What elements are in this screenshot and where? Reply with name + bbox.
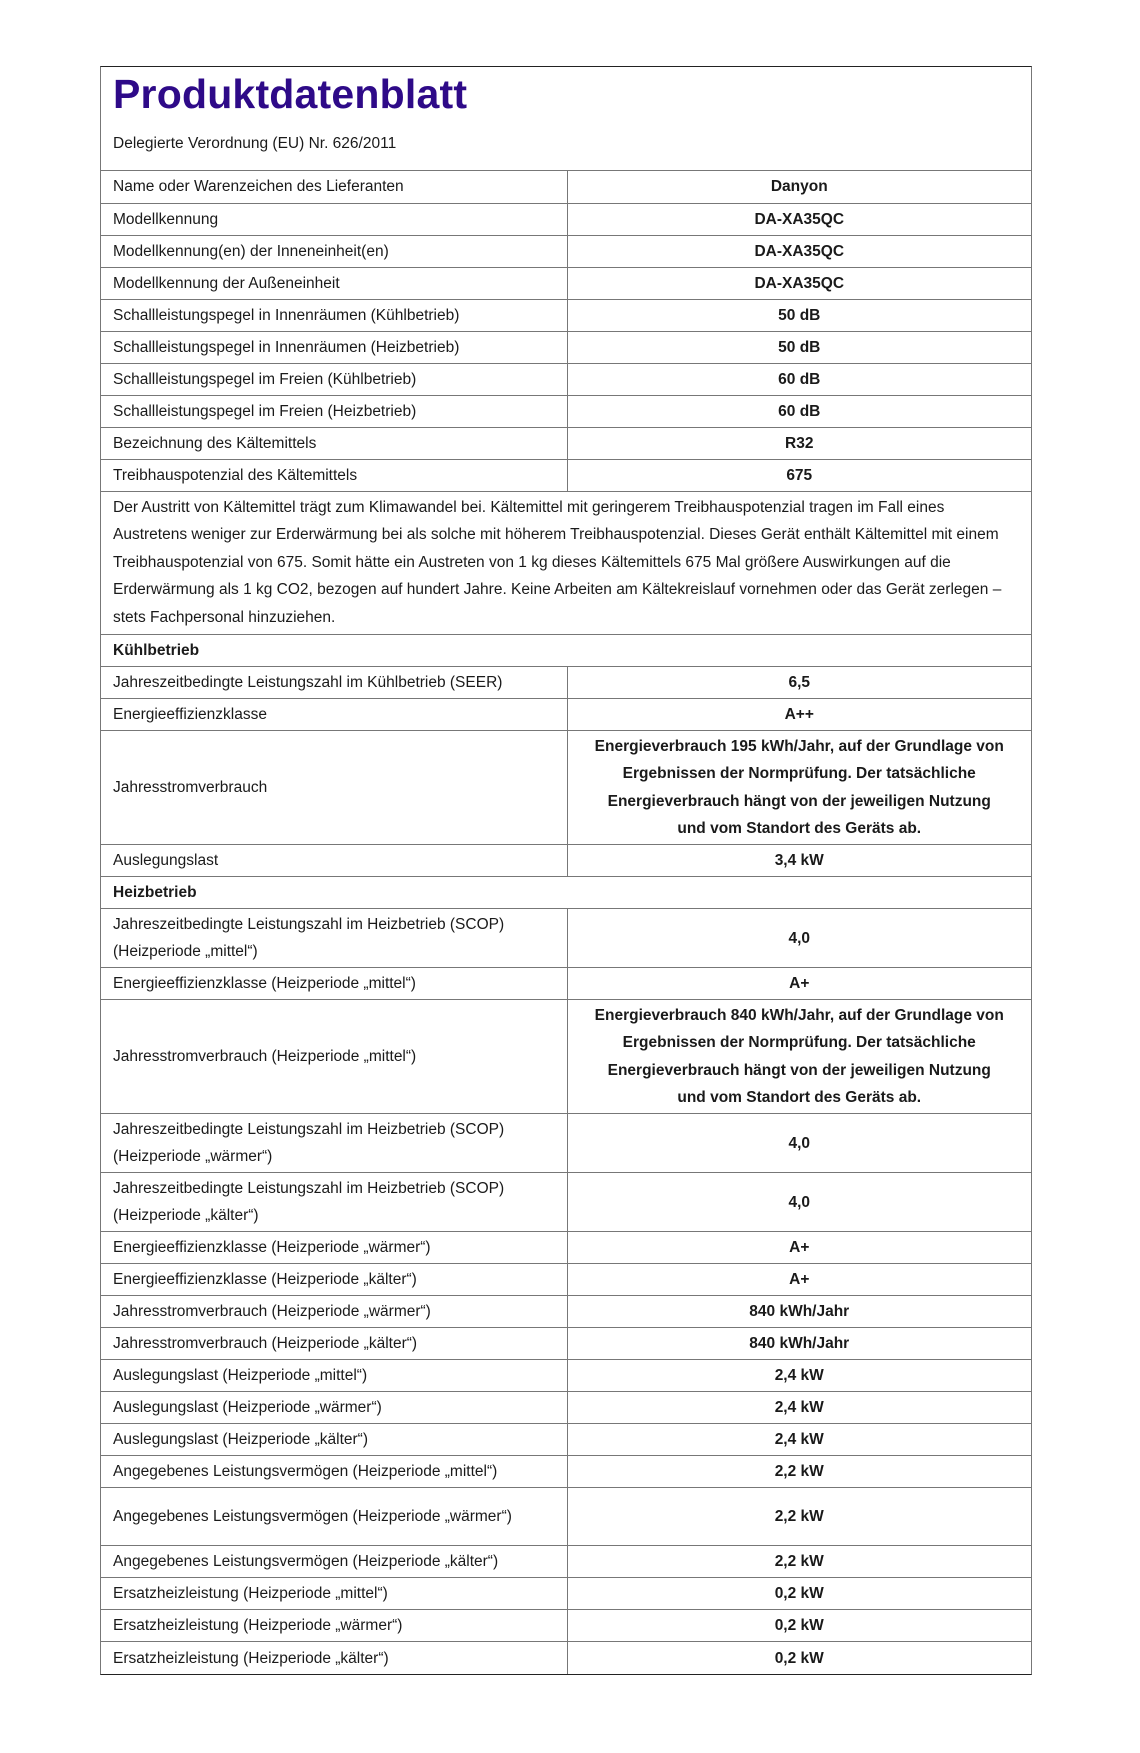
row-value: 2,4 kW bbox=[567, 1360, 1031, 1392]
row-value: DA-XA35QC bbox=[567, 267, 1031, 299]
row-value: 0,2 kW bbox=[567, 1578, 1031, 1610]
table-row bbox=[101, 1578, 1031, 1610]
row-value: DA-XA35QC bbox=[567, 235, 1031, 267]
table-row bbox=[101, 1173, 1031, 1232]
row-label: Jahreszeitbedingte Leistungszahl im Heizbetrieb (SCOP) (Heizperiode „kälter“) bbox=[101, 1173, 567, 1232]
row-value: 2,2 kW bbox=[567, 1456, 1031, 1488]
regulation-reference: Delegierte Verordnung (EU) Nr. 626/2011 bbox=[113, 135, 397, 152]
row-label: Modellkennung der Außeneinheit bbox=[101, 267, 567, 299]
row-label: Ersatzheizleistung (Heizperiode „kälter“) bbox=[101, 1642, 567, 1674]
table-row bbox=[101, 1424, 1031, 1456]
row-label: Jahresstromverbrauch (Heizperiode „mittel“) bbox=[101, 1000, 567, 1114]
table-row bbox=[101, 459, 1031, 491]
row-label: Angegebenes Leistungsvermögen (Heizperiode „kälter“) bbox=[101, 1546, 567, 1578]
row-value: A++ bbox=[567, 699, 1031, 731]
table-row bbox=[101, 1000, 1031, 1114]
table-row bbox=[101, 1360, 1031, 1392]
row-value: R32 bbox=[567, 427, 1031, 459]
table-row bbox=[101, 909, 1031, 968]
product-data-sheet bbox=[100, 66, 1032, 1675]
table-row bbox=[101, 1392, 1031, 1424]
table-row bbox=[101, 667, 1031, 699]
row-label: Schallleistungspegel im Freien (Kühlbetrieb) bbox=[101, 363, 567, 395]
table-row bbox=[101, 1456, 1031, 1488]
row-value: 50 dB bbox=[567, 331, 1031, 363]
row-label: Schallleistungspegel in Innenräumen (Heizbetrieb) bbox=[101, 331, 567, 363]
row-label: Energieeffizienzklasse (Heizperiode „wärmer“) bbox=[101, 1232, 567, 1264]
row-label: Ersatzheizleistung (Heizperiode „mittel“) bbox=[101, 1578, 567, 1610]
row-value: Energieverbrauch 840 kWh/Jahr, auf der Grundlage von Ergebnissen der Normprüfung. Der tatsächliche Energieverbrauch hängt von der jeweiligen Nutzung und vom Standort des Geräts ab. bbox=[567, 1000, 1031, 1114]
row-value: 2,4 kW bbox=[567, 1424, 1031, 1456]
row-value: 50 dB bbox=[567, 299, 1031, 331]
row-label: Energieeffizienzklasse (Heizperiode „mittel“) bbox=[101, 968, 567, 1000]
row-label: Name oder Warenzeichen des Lieferanten bbox=[101, 171, 567, 203]
row-value: 4,0 bbox=[567, 1173, 1031, 1232]
row-value: 0,2 kW bbox=[567, 1642, 1031, 1674]
row-label: Jahreszeitbedingte Leistungszahl im Kühlbetrieb (SEER) bbox=[101, 667, 567, 699]
row-value: 675 bbox=[567, 459, 1031, 491]
table-row bbox=[101, 968, 1031, 1000]
row-label: Jahresstromverbrauch (Heizperiode „kälter“) bbox=[101, 1328, 567, 1360]
sheet-header bbox=[101, 67, 1031, 171]
table-row bbox=[101, 1642, 1031, 1674]
table-row bbox=[101, 235, 1031, 267]
row-label: Schallleistungspegel in Innenräumen (Kühlbetrieb) bbox=[101, 299, 567, 331]
row-value: 0,2 kW bbox=[567, 1610, 1031, 1642]
page-title: Produktdatenblatt bbox=[113, 71, 468, 117]
table-row bbox=[101, 1296, 1031, 1328]
table-row bbox=[101, 1328, 1031, 1360]
row-value: 840 kWh/Jahr bbox=[567, 1328, 1031, 1360]
row-value: Danyon bbox=[770, 178, 828, 196]
row-value: 2,2 kW bbox=[567, 1546, 1031, 1578]
row-value: 3,4 kW bbox=[567, 845, 1031, 877]
row-label: Angegebenes Leistungsvermögen (Heizperiode „mittel“) bbox=[101, 1456, 567, 1488]
row-label: Jahreszeitbedingte Leistungszahl im Heizbetrieb (SCOP) (Heizperiode „mittel“) bbox=[101, 909, 567, 968]
row-label: Auslegungslast bbox=[101, 845, 567, 877]
table-row bbox=[101, 845, 1031, 877]
spec-table bbox=[101, 171, 1031, 1674]
row-label: Auslegungslast (Heizperiode „mittel“) bbox=[101, 1360, 567, 1392]
row-label: Treibhauspotenzial des Kältemittels bbox=[101, 459, 567, 491]
refrigerant-note: Der Austritt von Kältemittel trägt zum Klimawandel bei. Kältemittel mit geringerem Treibhauspotenzial tragen im Fall eines Austretens weniger zur Erderwärmung bei als solche mit höherem Treibhauspotenzial. Dieses Gerät enthält Kältemittel mit einem Treibhauspotenzial von 675. Somit hätte ein Austreten von 1 kg dieses Kältemittels 675 Mal größere Auswirkungen auf die Erderwärmung als 1 kg CO2, bezogen auf hundert Jahre. Keine Arbeiten am Kältekreislauf vornehmen oder das Gerät zerlegen – stets Fachpersonal hinzuziehen. bbox=[101, 491, 1031, 635]
table-row bbox=[101, 731, 1031, 845]
row-label: Ersatzheizleistung (Heizperiode „wärmer“) bbox=[101, 1610, 567, 1642]
row-label: Jahreszeitbedingte Leistungszahl im Heizbetrieb (SCOP) (Heizperiode „wärmer“) bbox=[101, 1114, 567, 1173]
row-value: 60 dB bbox=[567, 363, 1031, 395]
row-label: Energieeffizienzklasse bbox=[101, 699, 567, 731]
table-row bbox=[101, 363, 1031, 395]
table-row bbox=[101, 395, 1031, 427]
section-heading-heating: Heizbetrieb bbox=[101, 877, 1031, 909]
table-row bbox=[101, 1232, 1031, 1264]
row-value: Energieverbrauch 195 kWh/Jahr, auf der Grundlage von Ergebnissen der Normprüfung. Der tatsächliche Energieverbrauch hängt von der jeweiligen Nutzung und vom Standort des Geräts ab. bbox=[567, 731, 1031, 845]
row-label: Schallleistungspegel im Freien (Heizbetrieb) bbox=[101, 395, 567, 427]
table-row bbox=[101, 1488, 1031, 1546]
section-heading-row bbox=[101, 877, 1031, 909]
section-heading-cooling: Kühlbetrieb bbox=[101, 635, 1031, 667]
row-value: A+ bbox=[567, 968, 1031, 1000]
table-row bbox=[101, 427, 1031, 459]
table-row bbox=[101, 331, 1031, 363]
row-value: 60 dB bbox=[567, 395, 1031, 427]
row-value: 2,4 kW bbox=[567, 1392, 1031, 1424]
row-value: 6,5 bbox=[567, 667, 1031, 699]
table-row bbox=[101, 1264, 1031, 1296]
table-row bbox=[101, 299, 1031, 331]
row-value: A+ bbox=[567, 1264, 1031, 1296]
row-value: 2,2 kW bbox=[567, 1488, 1031, 1546]
row-label: Modellkennung(en) der Inneneinheit(en) bbox=[101, 235, 567, 267]
row-label: Angegebenes Leistungsvermögen (Heizperiode „wärmer“) bbox=[101, 1488, 567, 1546]
row-label: Jahresstromverbrauch (Heizperiode „wärmer“) bbox=[101, 1296, 567, 1328]
table-row bbox=[101, 699, 1031, 731]
row-label: Auslegungslast (Heizperiode „wärmer“) bbox=[101, 1392, 567, 1424]
table-row bbox=[101, 1114, 1031, 1173]
row-value: 4,0 bbox=[567, 909, 1031, 968]
table-row bbox=[101, 171, 1031, 203]
table-row bbox=[101, 1546, 1031, 1578]
row-label: Energieeffizienzklasse (Heizperiode „kälter“) bbox=[101, 1264, 567, 1296]
row-value: 840 kWh/Jahr bbox=[567, 1296, 1031, 1328]
row-label: Auslegungslast (Heizperiode „kälter“) bbox=[101, 1424, 567, 1456]
table-row bbox=[101, 203, 1031, 235]
row-value: A+ bbox=[567, 1232, 1031, 1264]
table-row bbox=[101, 267, 1031, 299]
row-value: DA-XA35QC bbox=[567, 203, 1031, 235]
section-heading-row bbox=[101, 635, 1031, 667]
row-value: 4,0 bbox=[567, 1114, 1031, 1173]
row-label: Bezeichnung des Kältemittels bbox=[101, 427, 567, 459]
row-label: Jahresstromverbrauch bbox=[101, 731, 567, 845]
row-label: Modellkennung bbox=[101, 203, 567, 235]
refrigerant-note-row bbox=[101, 491, 1031, 635]
table-row bbox=[101, 1610, 1031, 1642]
